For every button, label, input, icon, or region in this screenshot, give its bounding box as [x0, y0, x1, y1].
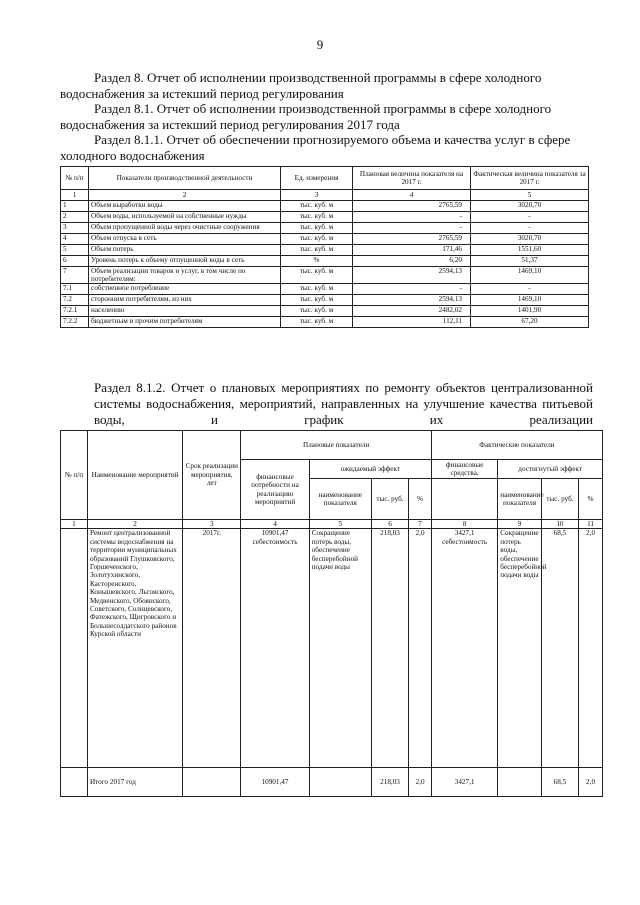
header-term: Срок реализации мероприятия, лет	[183, 431, 241, 520]
row-percent-2: 2,0	[579, 529, 603, 768]
row-fact: -	[471, 223, 589, 234]
row-num	[61, 529, 88, 768]
row-fact: 1469,10	[471, 295, 589, 306]
row-unit: тыс. куб. м	[281, 234, 353, 245]
header-cell: Показатели производственной деятельности	[89, 167, 281, 190]
row-fact: 3020,70	[471, 201, 589, 212]
column-number: 10	[541, 520, 578, 529]
row-unit: тыс. куб. м	[281, 284, 353, 295]
header-fact: Фактические показатели	[431, 431, 602, 460]
total-thous-rub: 218,03	[371, 768, 408, 797]
header-thous-rub-2: тыс. руб.	[541, 479, 578, 520]
row-unit: тыс. куб. м	[281, 245, 353, 256]
row-num: 7.2.1	[61, 306, 89, 317]
row-plan: 2482,02	[353, 306, 471, 317]
column-number: 4	[353, 190, 471, 201]
row-plan: 2594,13	[353, 295, 471, 306]
column-number: 4	[241, 520, 309, 529]
table-row	[61, 245, 589, 256]
row-plan: 6,20	[353, 256, 471, 267]
column-number: 3	[183, 520, 241, 529]
table-row	[61, 267, 589, 284]
total-thous-rub-2: 68,5	[541, 768, 578, 797]
row-unit: тыс. куб. м	[281, 201, 353, 212]
column-number: 2	[89, 190, 281, 201]
row-num: 5	[61, 245, 89, 256]
row-indicator: Объем воды, используемой на собственные нужды	[89, 212, 281, 223]
row-effect-name: Сокращение потерь воды, обеспечение бесперебойной подачи воды	[309, 529, 371, 768]
row-indicator: Объем отпуска в сеть	[89, 234, 281, 245]
row-unit: %	[281, 256, 353, 267]
row-indicator: Объем потерь	[89, 245, 281, 256]
header-cell: № п/п	[61, 167, 89, 190]
row-fact: 67,20	[471, 317, 589, 328]
row-unit: тыс. куб. м	[281, 223, 353, 234]
row-thous-rub-2: 68,5	[541, 529, 578, 768]
total-row	[61, 768, 603, 797]
row-unit: тыс. куб. м	[281, 267, 353, 284]
column-number: 6	[371, 520, 408, 529]
row-unit: тыс. куб. м	[281, 212, 353, 223]
table-row	[61, 284, 589, 295]
row-plan: 112,11	[353, 317, 471, 328]
row-num: 2	[61, 212, 89, 223]
header-fin-needs: финансовые потребности на реализацию мероприятий	[241, 460, 309, 520]
header-percent: %	[409, 479, 432, 520]
column-number: 8	[431, 520, 497, 529]
row-name: Ремонт централизованной системы водоснабжения на территории муниципальных образований Глушковского, Горшеченского, Золотухинского, Касторенского, Конышевского, Льговского, Медвенского, Обоянского, Советского, Солнцевского, Фатежского, Щигровского и Большесолдатского районов Курской области	[87, 529, 182, 768]
row-indicator: бюджетным и прочим потребителям	[89, 317, 281, 328]
section-8-1-1-heading: Раздел 8.1.1. Отчет об обеспечении прогнозируемого объема и качества услуг в сфере холодного водоснабжения	[60, 132, 571, 163]
column-number: 3	[281, 190, 353, 201]
table-header-row	[61, 167, 589, 190]
column-number-row	[61, 520, 603, 529]
row-indicator: Объем пропущенной воды через очистные сооружения	[89, 223, 281, 234]
row-fact: 51,37	[471, 256, 589, 267]
table-row	[61, 201, 589, 212]
total-percent-2: 2,0	[579, 768, 603, 797]
table-row	[61, 212, 589, 223]
header-fin-means: финансовые средства,	[431, 460, 497, 479]
section-8-1-2-text: Раздел 8.1.2. Отчет о плановых мероприятиях по ремонту объектов централизованной системы водоснабжения, мероприятий, направленных на улучшение качества питьевой воды, и график их реализации	[94, 380, 593, 427]
header-expected: ожидаемый эффект	[309, 460, 431, 479]
row-num: 3	[61, 223, 89, 234]
row-fact: 1551,60	[471, 245, 589, 256]
row-plan: -	[353, 212, 471, 223]
table-row	[61, 317, 589, 328]
column-number: 9	[498, 520, 542, 529]
total-fin-means: 3427,1	[431, 768, 497, 797]
header-percent-2: %	[579, 479, 603, 520]
table-row	[61, 234, 589, 245]
row-fact: -	[471, 284, 589, 295]
row-fact: 3020,70	[471, 234, 589, 245]
row-plan: -	[353, 284, 471, 295]
header-num: № п/п	[61, 431, 88, 520]
section-8-1-2-heading	[60, 380, 593, 428]
header-cell: Плановая величина показателя на 2017 г.	[353, 167, 471, 190]
column-number: 1	[61, 520, 88, 529]
row-fact: 1401,90	[471, 306, 589, 317]
column-number: 7	[409, 520, 432, 529]
column-number-row	[61, 190, 589, 201]
row-num: 6	[61, 256, 89, 267]
table-row	[61, 223, 589, 234]
row-num: 7.2.2	[61, 317, 89, 328]
section-8-heading: Раздел 8. Отчет об исполнении производственной программы в сфере холодного водоснабжения за истекший период регулирования	[60, 70, 542, 101]
header-cell: Ед. измерения	[281, 167, 353, 190]
row-num: 7.2	[61, 295, 89, 306]
row-num: 1	[61, 201, 89, 212]
header-plan: Плановые показатели	[241, 431, 432, 460]
repair-measures-table	[60, 430, 603, 797]
row-plan: -	[353, 223, 471, 234]
column-number: 11	[579, 520, 603, 529]
row-thous-rub: 218,03	[371, 529, 408, 768]
table-row	[61, 256, 589, 267]
row-unit: тыс. куб. м	[281, 306, 353, 317]
row-plan: 171,46	[353, 245, 471, 256]
header-thous-rub: тыс. руб.	[371, 479, 408, 520]
row-percent: 2,0	[409, 529, 432, 768]
row-num: 7	[61, 267, 89, 284]
row-indicator: населению	[89, 306, 281, 317]
total-percent: 2,0	[409, 768, 432, 797]
row-fact: 1469,10	[471, 267, 589, 284]
row-indicator: Объем выработки воды	[89, 201, 281, 212]
row-unit: тыс. куб. м	[281, 317, 353, 328]
row-fact: -	[471, 212, 589, 223]
row-term: 2017г.	[183, 529, 241, 768]
header-indicator-name-2: наименование показателя	[498, 479, 542, 520]
row-plan: 2594,13	[353, 267, 471, 284]
column-number: 1	[61, 190, 89, 201]
row-fin-means: 3427,1 себестоимость	[431, 529, 497, 768]
header-achieved: достигнутый эффект	[498, 460, 603, 479]
total-fin-needs: 10901,47	[241, 768, 309, 797]
column-number: 5	[471, 190, 589, 201]
row-achieved-name: Сокращение потерь воды, обеспечение бесперебойной подачи воды	[498, 529, 542, 768]
row-plan: 2765,59	[353, 234, 471, 245]
page-number: 9	[316, 37, 324, 52]
row-indicator: сторонним потребителям, из них	[89, 295, 281, 306]
row-indicator: Объем реализации товаров и услуг, в том числе по потребителям:	[89, 267, 281, 284]
row-indicator: Уровень потерь к объему отпущенной воды в сеть	[89, 256, 281, 267]
header-spacer	[431, 479, 497, 520]
header-indicator-name: наименование показателя	[309, 479, 371, 520]
row-unit: тыс. куб. м	[281, 295, 353, 306]
header-cell: Фактическая величина показателя за 2017 г.	[471, 167, 589, 190]
production-indicators-table	[60, 166, 589, 328]
column-number: 5	[309, 520, 371, 529]
row-plan: 2765,59	[353, 201, 471, 212]
total-label: Итого 2017 год	[87, 768, 182, 797]
row-indicator: собственное потребление	[89, 284, 281, 295]
header-name: Наименование мероприятий	[87, 431, 182, 520]
row-fin-needs: 10901,47 себестоимость	[241, 529, 309, 768]
section-8-1-heading: Раздел 8.1. Отчет об исполнении производственной программы в сфере холодного водоснабжения за истекший период регулирования 2017 года	[60, 101, 552, 132]
table-row	[61, 295, 589, 306]
row-num: 7.1	[61, 284, 89, 295]
row-num: 4	[61, 234, 89, 245]
table-row	[61, 306, 589, 317]
table-row	[61, 529, 603, 768]
column-number: 2	[87, 520, 182, 529]
